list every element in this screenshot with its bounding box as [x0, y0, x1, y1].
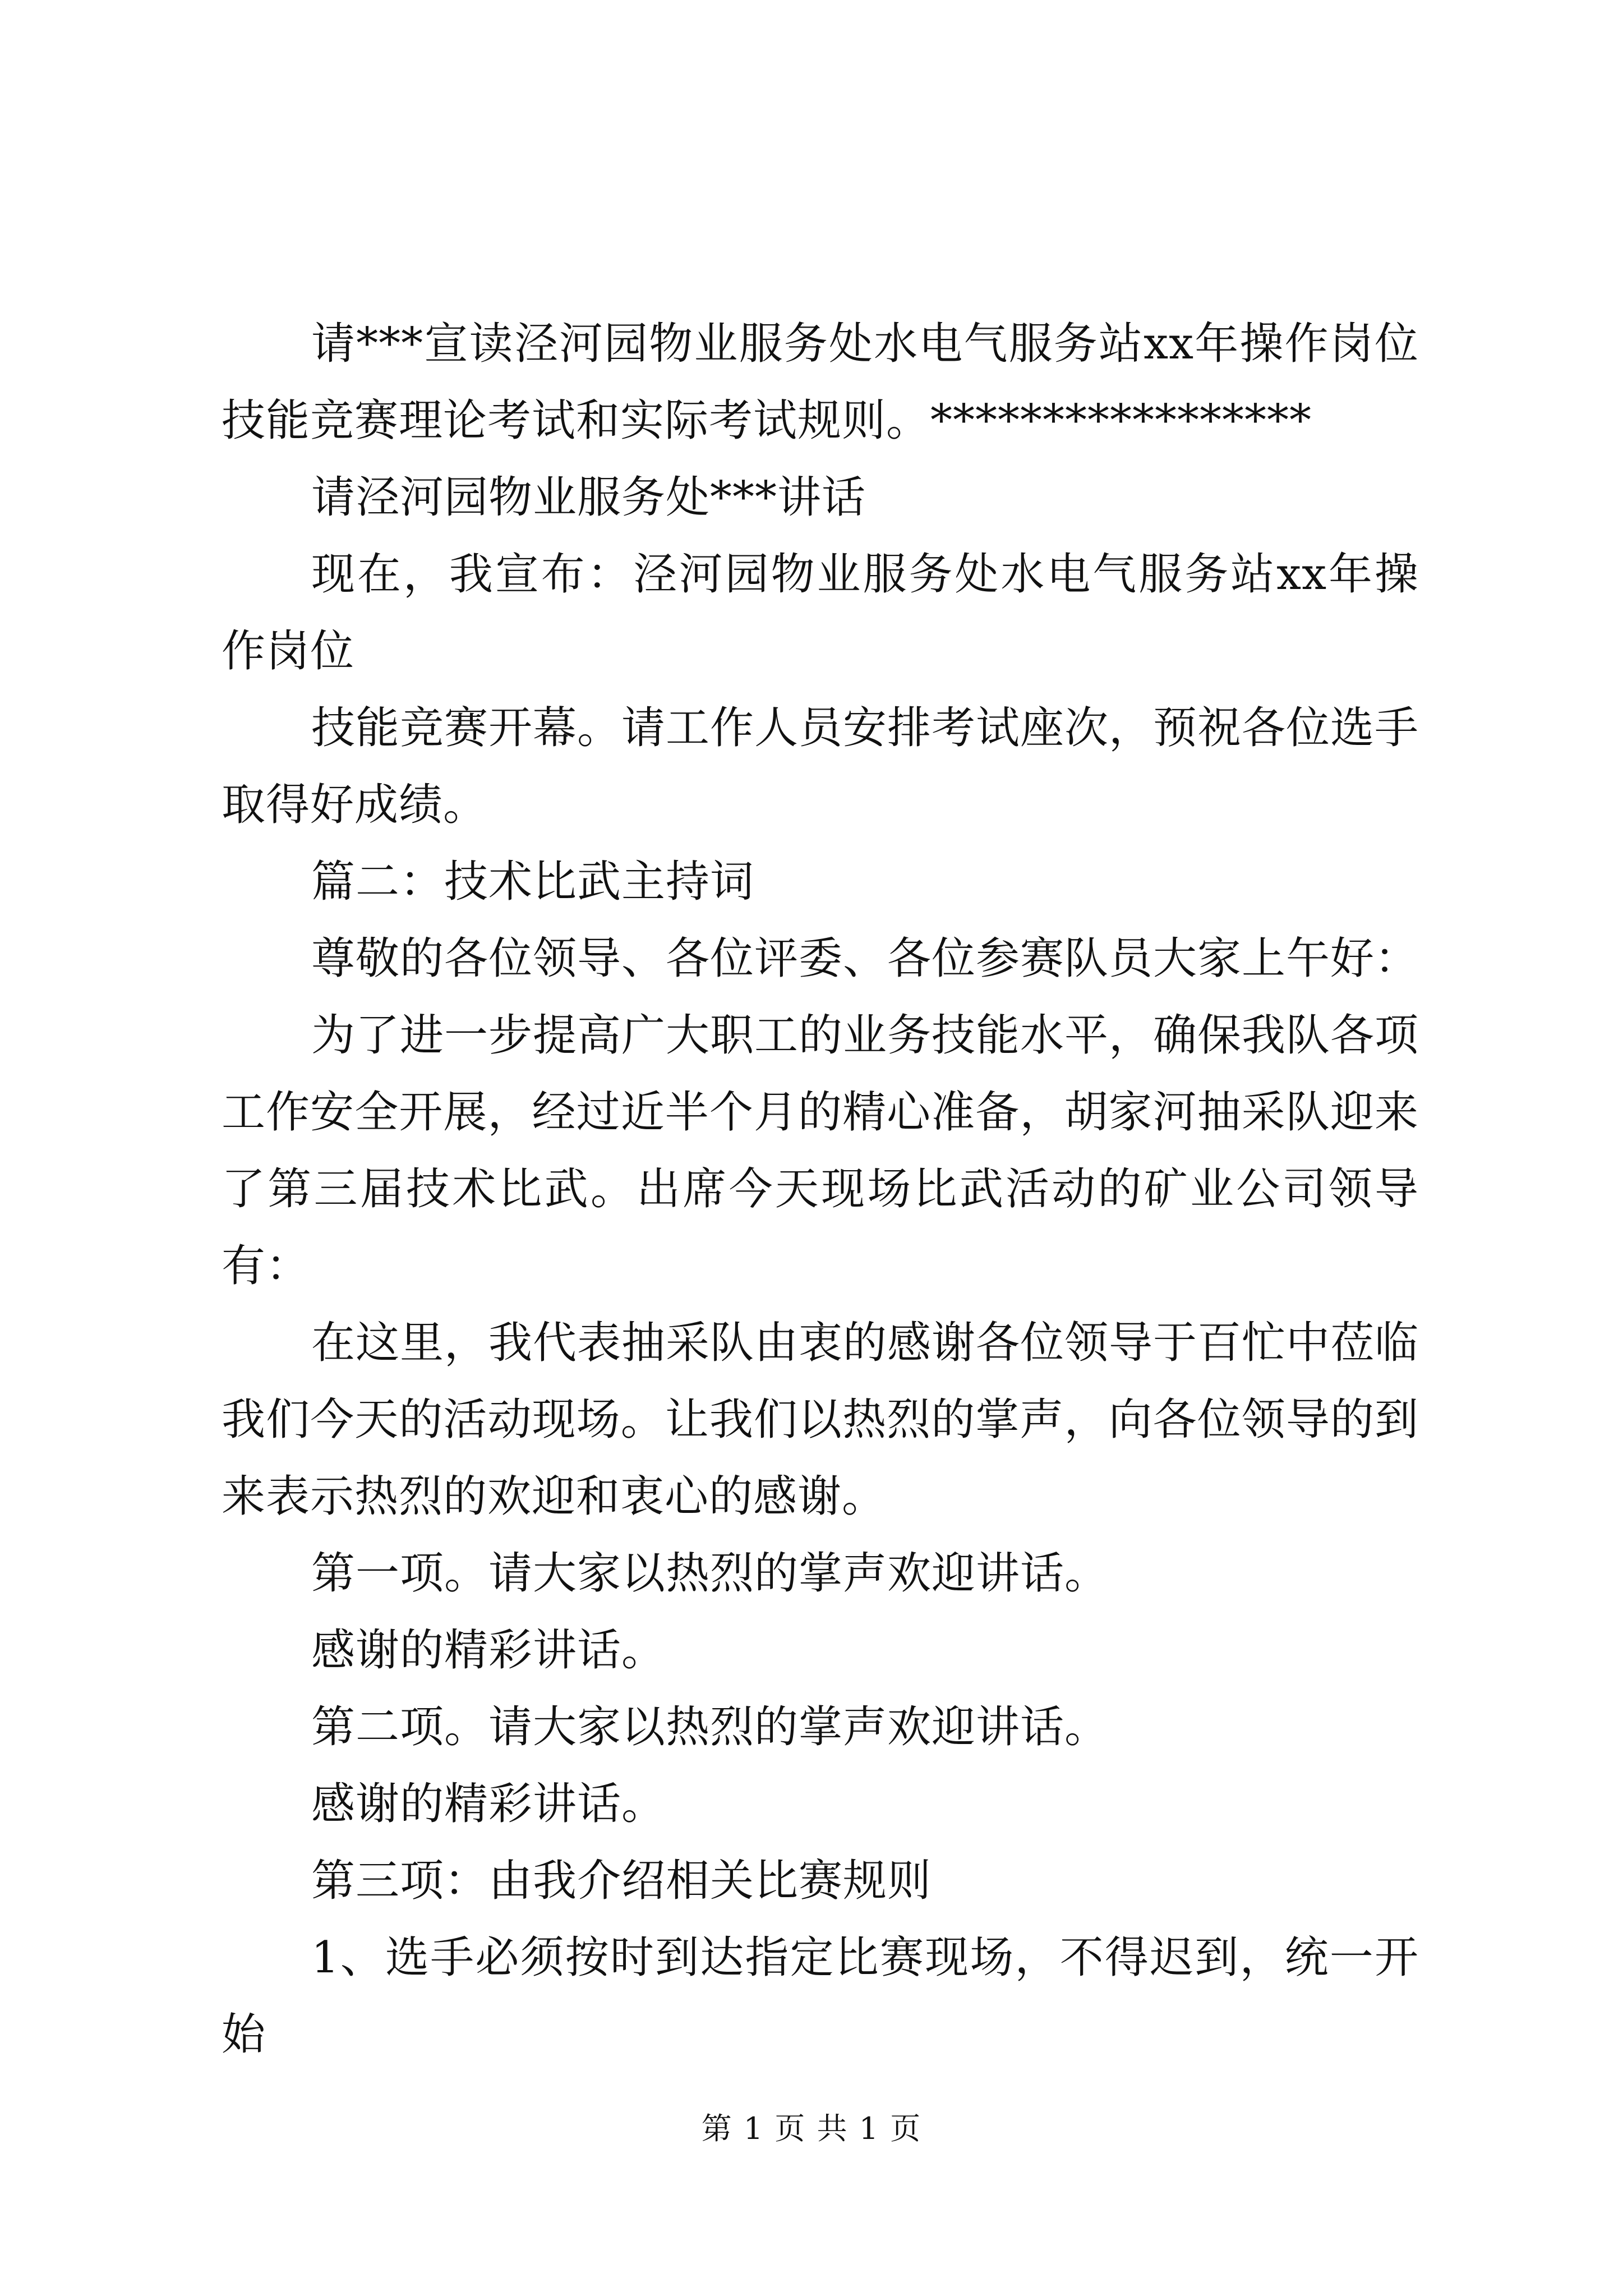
paragraph-rules-announcement: 请***宣读泾河园物业服务处水电气服务站xx年操作岗位技能竞赛理论考试和实际考试规则。***************** — [222, 319, 1419, 446]
rule-item-one: 1、选手必须按时到达指定比赛现场，不得迟到，统一开始 — [222, 1932, 1419, 2060]
agenda-item-three: 第三项：由我介绍相关比赛规则 — [311, 1856, 932, 1906]
paragraph-speech-invitation: 请泾河园物业服务处***讲话 — [311, 472, 866, 523]
agenda-thanks-two: 感谢的精彩讲话。 — [311, 1779, 666, 1829]
document-body — [222, 306, 1419, 2073]
section-heading-part-two: 篇二：技术比武主持词 — [311, 857, 755, 907]
agenda-item-one: 第一项。请大家以热烈的掌声欢迎讲话。 — [311, 1548, 1109, 1599]
paragraph-introduction: 为了进一步提高广大职工的业务技能水平，确保我队各项工作安全开展，经过近半个月的精心准备，胡家河抽采队迎来了第三届技术比武。出席今天现场比武活动的矿业公司领导有： — [222, 1010, 1419, 1291]
paragraph-thanks: 在这里，我代表抽采队由衷的感谢各位领导于百忙中莅临我们今天的活动现场。让我们以热烈的掌声，向各位领导的到来表示热烈的欢迎和衷心的感谢。 — [222, 1318, 1419, 1522]
agenda-item-two: 第二项。请大家以热烈的掌声欢迎讲话。 — [311, 1702, 1109, 1752]
paragraph-opening-continued: 技能竞赛开幕。请工作人员安排考试座次，预祝各位选手取得好成绩。 — [222, 703, 1419, 830]
paragraph-greeting: 尊敬的各位领导、各位评委、各位参赛队员大家上午好： — [311, 933, 1419, 984]
paragraph-opening-declaration: 现在，我宣布：泾河园物业服务处水电气服务站xx年操作岗位 — [222, 549, 1419, 677]
agenda-thanks-one: 感谢的精彩讲话。 — [311, 1625, 666, 1676]
page-number-footer: 第 1 页 共 1 页 — [701, 2111, 922, 2146]
